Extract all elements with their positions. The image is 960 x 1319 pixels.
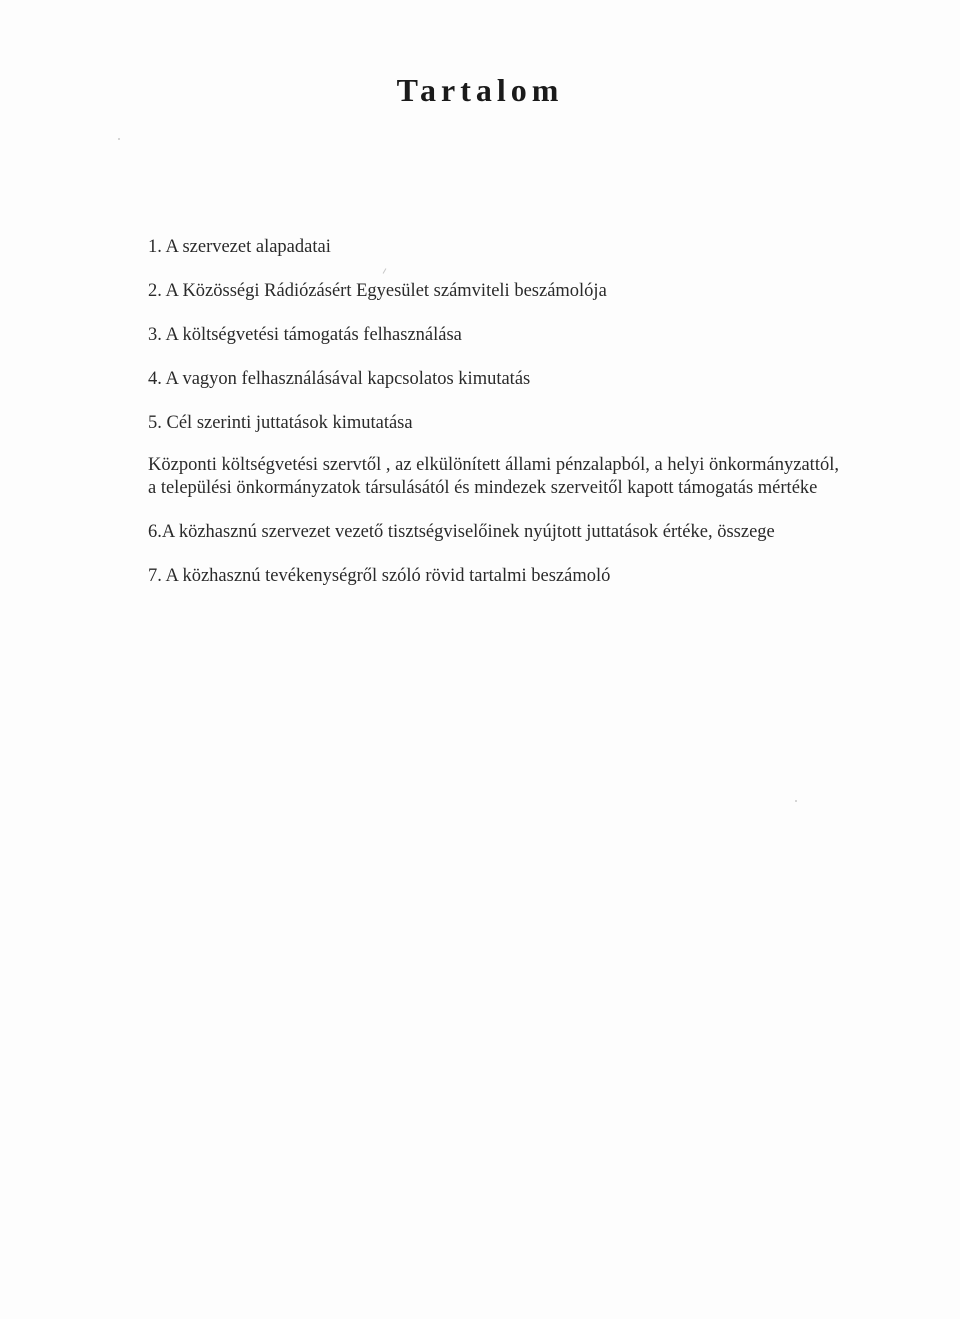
toc-item-7: 7. A közhasznú tevékenységről szóló rövid tartalmi beszámoló	[148, 566, 611, 586]
toc-paragraph	[148, 454, 888, 500]
table-of-contents	[148, 236, 888, 588]
scan-speck	[118, 138, 120, 140]
toc-paragraph-line-2: a települési önkormányzatok társulásától és mindezek szerveitől kapott támogatás mértéke	[148, 478, 818, 498]
toc-item-4: 4. A vagyon felhasználásával kapcsolatos kimutatás	[148, 369, 531, 389]
toc-item-3: 3. A költségvetési támogatás felhasználása	[148, 325, 462, 345]
page-title: Tartalom	[396, 72, 564, 108]
toc-item-1: 1. A szervezet alapadatai	[148, 237, 331, 257]
toc-item-5: 5. Cél szerinti juttatások kimutatása	[148, 413, 413, 433]
toc-paragraph-line-1: Központi költségvetési szervtől , az elkülönített állami pénzalapból, a helyi önkormányzattól,	[148, 455, 839, 475]
toc-item-6: 6.A közhasznú szervezet vezető tisztségviselőinek nyújtott juttatások értéke, összege	[148, 522, 775, 542]
toc-item-2: 2. A Közösségi Rádiózásért Egyesület számviteli beszámolója	[148, 281, 607, 301]
scan-speck	[795, 800, 797, 802]
